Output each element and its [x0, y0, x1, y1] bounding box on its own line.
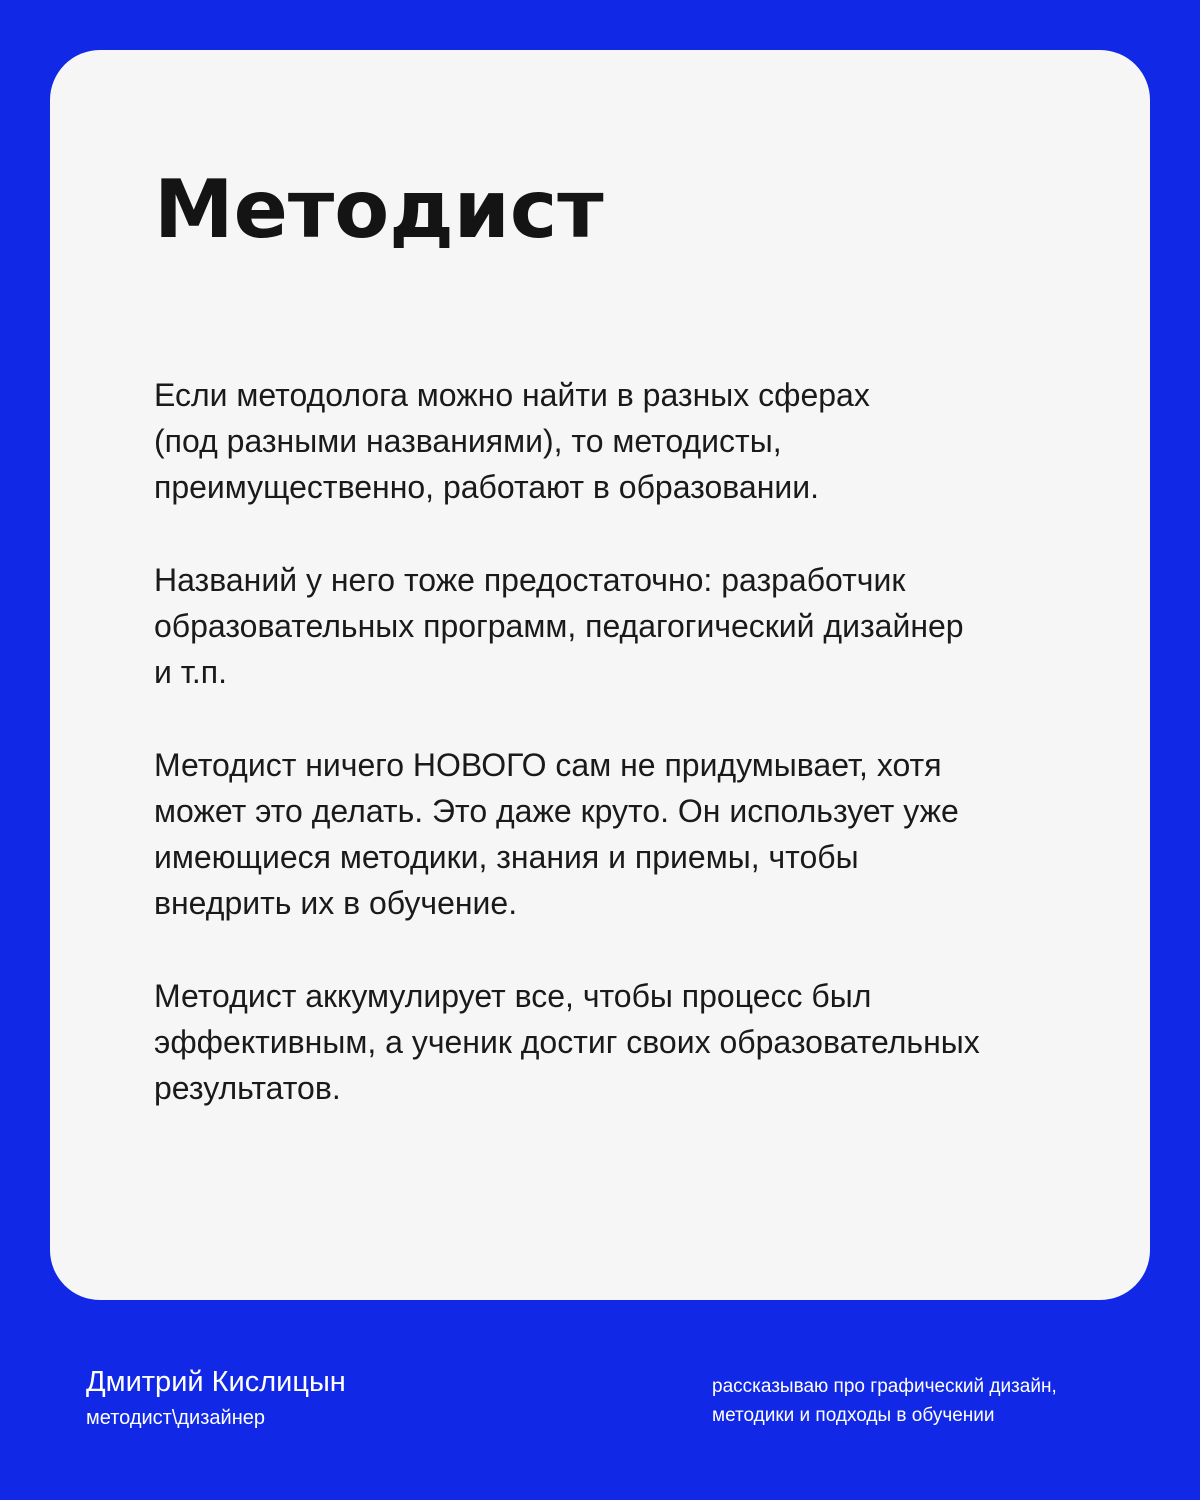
paragraph-4: Методист аккумулирует все, чтобы процесс был эффективным, а ученик достиг своих образовательных результатов.: [154, 978, 980, 1106]
footer-tagline: рассказываю про графический дизайн, методики и подходы в обучении: [712, 1376, 1057, 1426]
paragraph-2: Названий у него тоже предостаточно: разработчик образовательных программ, педагогический дизайнер и т.п.: [154, 562, 964, 690]
paragraph-1: Если методолога можно найти в разных сферах (под разными названиями), то методисты, преимущественно, работают в образовании.: [154, 377, 870, 505]
card-body: [154, 372, 1084, 1158]
content-card: [50, 50, 1150, 1300]
page-title: Методист: [154, 163, 604, 256]
author-role: методист\дизайнер: [86, 1407, 265, 1429]
author-block: [86, 1362, 346, 1432]
paragraph-3: Методист ничего НОВОГО сам не придумывает, хотя может это делать. Это даже круто. Он использует уже имеющиеся методики, знания и приемы, чтобы внедрить их в обучение.: [154, 747, 959, 921]
author-name: Дмитрий Кислицын: [86, 1366, 346, 1398]
